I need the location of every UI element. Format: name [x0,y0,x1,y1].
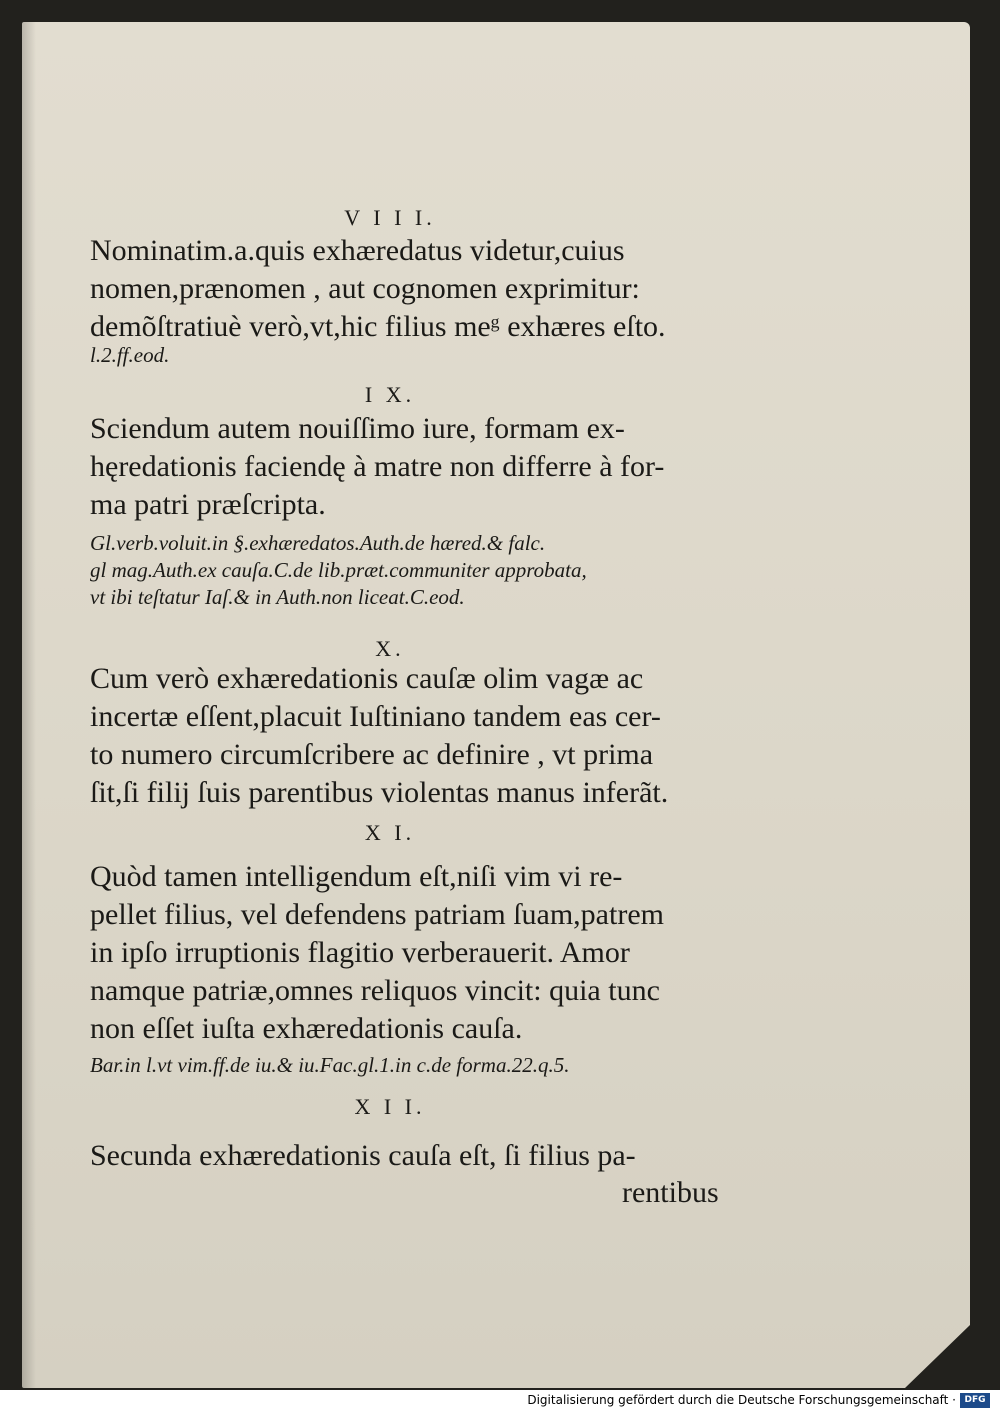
section-numeral-9: I X. [364,382,416,407]
dfg-logo: DFG [960,1393,990,1408]
paragraph-10: Cum verò exhæredationis cauſæ olim vagæ ac incertæ eſſent,placuit Iuſtiniano tandem eas cer- to numero circumſcribere ac definire , vt prima ſit,ſi filij ſuis parentibus violentas manus inferãt. [90,662,669,809]
footer-bar [0,1390,1000,1412]
section-numeral-10: X. [375,636,405,661]
funding-credit: Digitalisierung gefördert durch die Deutsche Forschungsgemeinschaft · [527,1393,956,1407]
section-numeral-12: X I I. [354,1094,426,1119]
catchword: rentibus [622,1176,719,1209]
page-gutter-shadow [22,22,36,1388]
paragraph-8: Nominatim.a.quis exhæredatus videtur,cuius nomen,prænomen , aut cognomen exprimitur: demõſtratiuè verò,vt,hic filius meᵍ exhæres eſto. [90,234,666,343]
paragraph-11: Quòd tamen intelligendum eſt,niſi vim vi re- pellet filius, vel defendens patriam ſuam,patrem in ipſo irruptionis flagitio verberauerit. Amor namque patriæ,omnes reliquos vincit: quia tunc non eſſet iuſta exhæredationis cauſa. [90,860,664,1045]
citation-9: Gl.verb.voluit.in §.exhæredatos.Auth.de hæred.& falc. gl mag.Auth.ex cauſa.C.de lib.præt.communiter approbata, vt ibi teſtatur Iaſ.& in Auth.non liceat.C.eod. [90,531,587,609]
section-numeral-8: V I I I. [344,205,436,230]
section-numeral-11: X I. [364,820,416,845]
citation-11: Bar.in l.vt vim.ff.de iu.& iu.Fac.gl.1.in c.de forma.22.q.5. [90,1053,570,1077]
paragraph-12: Secunda exhæredationis cauſa eſt, ſi filius pa- [90,1139,636,1172]
citation-8: l.2.ff.eod. [90,343,170,367]
paragraph-9: Sciendum autem nouiſſimo iure, formam ex- hęredationis faciendę à matre non differre à for- ma patri præſcripta. [90,412,665,521]
